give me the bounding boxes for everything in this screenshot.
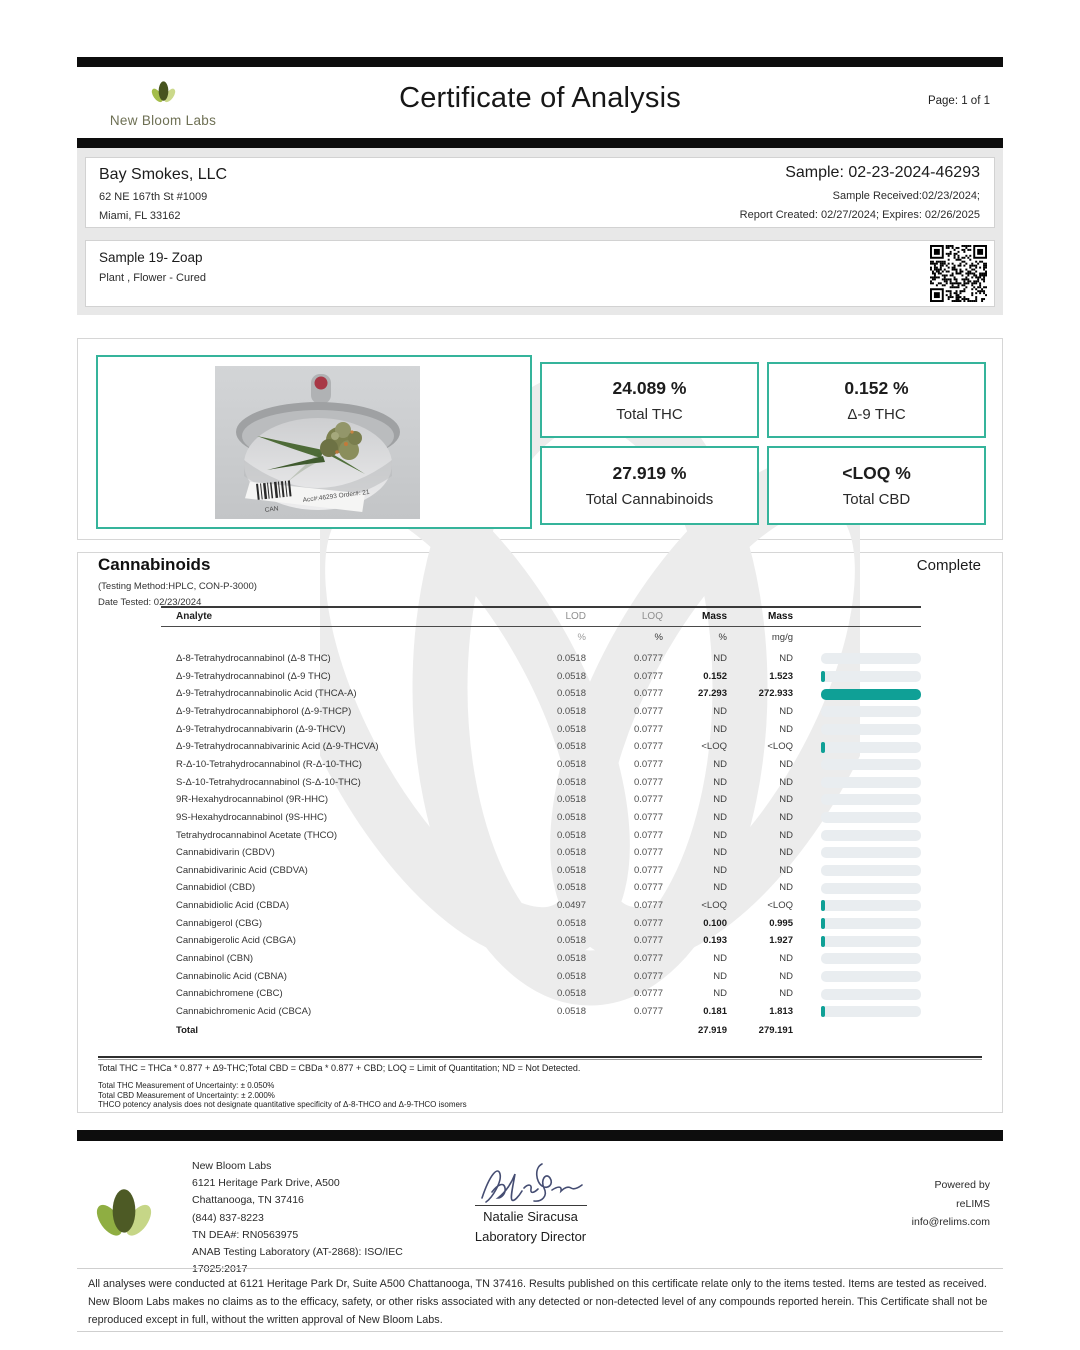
mass-bar-fill [821,689,921,700]
analyte-mass-pct: 0.181 [703,1006,727,1017]
mass-bar-track [821,918,921,929]
analyte-lod: 0.0518 [556,1006,586,1017]
info-band [77,148,1003,315]
analyte-row [161,897,921,915]
mass-bar-track [821,830,921,841]
analyte-loq: 0.0777 [633,900,663,912]
mass-bar-track [821,706,921,717]
analyte-loq: 0.0777 [633,723,663,735]
analyte-loq: 0.0777 [633,688,663,700]
analyte-lod: 0.0518 [556,935,586,947]
mass-bar-track [821,865,921,876]
analyte-mass-mgg: ND [779,829,793,841]
analyte-mass-pct: 0.193 [703,935,727,947]
col-mass-pct: Mass [701,611,727,622]
mass-bar-fill [821,1006,825,1017]
unit-mass-pct: % [718,632,727,643]
total-thc-label: Total THC [616,405,683,423]
analyte-name: R-Δ-10-Tetrahydrocannabinol (R-Δ-10-THC) [176,758,362,770]
analyte-row [161,985,921,1003]
analyte-lod: 0.0497 [556,900,586,912]
analyte-name: Cannabigerolic Acid (CBGA) [176,935,296,947]
analyte-loq: 0.0777 [633,847,663,859]
stat-total-cannabinoids [540,446,759,525]
analyte-mass-mgg: ND [779,705,793,717]
analyte-lod: 0.0518 [556,723,586,735]
sample-received-date: Sample Received:02/23/2024; [832,190,980,202]
mass-bar-track [821,671,921,682]
analyte-mass-mgg: ND [779,953,793,965]
sample-info-box [85,240,995,307]
header-rule-bar [77,138,1003,148]
analyte-row [161,650,921,668]
mass-bar-track [821,971,921,982]
analyte-row [161,879,921,897]
lab-address2: Chattanooga, TN 37416 [192,1194,304,1207]
qr-code [930,245,987,302]
analyte-mass-mgg: ND [779,723,793,735]
analyte-mass-mgg: ND [779,794,793,806]
report-dates: Report Created: 02/27/2024; Expires: 02/26/2025 [739,209,980,221]
analyte-lod: 0.0518 [556,988,586,1000]
lab-name: New Bloom Labs [192,1160,272,1172]
client-address-line1: 62 NE 167th St #1009 [99,191,208,203]
mass-bar-track [821,1006,921,1017]
total-cannabinoids-label: Total Cannabinoids [585,491,714,508]
analyte-mass-mgg: ND [779,882,793,894]
mass-bar-track [821,900,921,911]
footnote-small [98,1081,467,1110]
brand-name: New Bloom Labs [109,113,217,128]
analyte-lod: 0.0518 [556,758,586,770]
analyte-name: Δ-8-Tetrahydrocannabinol (Δ-8 THC) [176,653,331,664]
analyte-mass-pct: <LOQ [701,741,727,753]
analyte-name: Δ-9-Tetrahydrocannabinol (Δ-9 THC) [176,670,331,682]
analyte-mass-mgg: 272.933 [758,688,793,700]
analyte-row [161,915,921,933]
lab-dea: TN DEA#: RN0563975 [192,1228,299,1241]
analyte-row [161,703,921,721]
powered-by-label: Powered by [934,1179,990,1191]
analyte-loq: 0.0777 [633,670,663,682]
analyte-loq: 0.0777 [633,776,663,788]
sample-name: Sample 19- Zoap [99,250,203,265]
mass-bar-track [821,936,921,947]
analyte-loq: 0.0777 [633,741,663,753]
mass-bar-track [821,724,921,735]
analyte-loq: 0.0777 [633,653,663,664]
analyte-lod: 0.0518 [556,705,586,717]
analyte-mass-mgg: ND [779,811,793,823]
analyte-name: S-Δ-10-Tetrahydrocannabinol (S-Δ-10-THC) [176,776,361,788]
mass-bar-track [821,759,921,770]
unit-mass-mgg: mg/g [771,632,793,643]
powered-by-name: reLIMS [956,1197,990,1210]
analyte-lod: 0.0518 [556,953,586,965]
analyte-name: Cannabinol (CBN) [176,953,254,965]
analyte-mass-mgg: ND [779,653,793,664]
analyte-lod: 0.0518 [556,794,586,806]
analyte-mass-pct: <LOQ [701,900,727,912]
signature-block [468,1158,593,1244]
analyte-name: Cannabichromene (CBC) [176,988,283,1000]
analyte-row [161,685,921,703]
footer-bloom-logo [95,1182,153,1244]
col-loq: LOQ [641,611,663,622]
section-status: Complete [916,557,981,574]
client-address-line2: Miami, FL 33162 [99,210,181,222]
footer-rule-bar [77,1130,1003,1141]
lab-phone: (844) 837-8223 [192,1211,264,1224]
analyte-mass-pct: ND [713,953,727,965]
total-cbd-label: Total CBD [842,491,911,508]
analyte-row [161,968,921,986]
lab-address1: 6121 Heritage Park Drive, A500 [192,1177,340,1190]
analyte-name: Cannabidivarin (CBDV) [176,847,275,859]
analyte-mass-pct: ND [713,988,727,1000]
analyte-row [161,774,921,792]
analyte-loq: 0.0777 [633,882,663,894]
lab-accreditation1: ANAB Testing Laboratory (AT-2868): ISO/IEC [192,1246,403,1259]
stat-total-thc [540,362,759,438]
footnote-thco: THCO potency analysis does not designate quantitative specificity of Δ-8-THCO and Δ-9-THCO isomers [98,1100,467,1109]
analyte-row [161,809,921,827]
stat-total-cbd [767,446,986,525]
signature-line [475,1205,587,1206]
analyte-lod: 0.0518 [556,847,586,859]
analyte-mass-pct: ND [713,653,727,664]
analyte-mass-mgg: ND [779,776,793,788]
footnote-main: Total THC = THCa * 0.877 + Δ9-THC;Total CBD = CBDa * 0.877 + CBD; LOQ = Limit of Quantitation; ND = Not Detected. [98,1063,581,1073]
photo-sublabel-text: CAN [264,505,279,514]
stat-d9-thc [767,362,986,438]
sample-photo [215,366,420,519]
mass-bar-track [821,653,921,664]
mass-bar-fill [821,671,825,682]
analyte-name: Δ-9-Tetrahydrocannabinolic Acid (THCA-A) [176,688,357,700]
analyte-mass-mgg: ND [779,988,793,1000]
analyte-loq: 0.0777 [633,917,663,929]
total-label: Total [176,1025,198,1036]
analyte-mass-mgg: <LOQ [767,741,793,753]
mass-bar-track [821,883,921,894]
analyte-name: Δ-9-Tetrahydrocannabivarin (Δ-9-THCV) [176,723,346,735]
total-cbd-value: <LOQ % [842,463,911,483]
analyte-row [161,721,921,739]
analyte-loq: 0.0777 [633,829,663,841]
disclaimer-rule-bottom [77,1331,1003,1332]
analyte-name: Cannabidivarinic Acid (CBDVA) [176,864,308,876]
analyte-mass-mgg: 1.927 [769,935,793,947]
d9-thc-value: 0.152 % [844,377,909,398]
table-total-row [161,1022,921,1040]
analyte-lod: 0.0518 [556,688,586,700]
signature-image [476,1158,586,1204]
analyte-mass-pct: ND [713,794,727,806]
sample-photo-box [96,355,532,529]
footnote-uncertainty-thc: Total THC Measurement of Uncertainty: ± 0.050% [98,1081,275,1090]
mass-bar-track [821,777,921,788]
analyte-mass-pct: ND [713,758,727,770]
mass-bar-fill [821,742,825,753]
analyte-loq: 0.0777 [633,970,663,982]
photo-label-text: Acc#:46293 Order#: 21 [302,488,370,504]
analyte-loq: 0.0777 [633,705,663,717]
mass-bar-track [821,847,921,858]
analyte-loq: 0.0777 [633,811,663,823]
analyte-lod: 0.0518 [556,864,586,876]
client-name: Bay Smokes, LLC [99,166,228,183]
analyte-row [161,791,921,809]
col-analyte: Analyte [176,611,213,622]
d9-thc-label: Δ-9 THC [847,405,906,423]
lab-accreditation2: 17025:2017 [192,1263,248,1276]
mass-bar-track [821,742,921,753]
analyte-mass-mgg: ND [779,758,793,770]
analyte-mass-mgg: 0.995 [769,917,793,929]
footnote-rule [98,1056,982,1058]
analyte-name: Cannabinolic Acid (CBNA) [176,970,287,982]
disclaimer-rule-top [77,1268,1003,1269]
analyte-lod: 0.0518 [556,917,586,929]
analyte-name: 9S-Hexahydrocannabinol (9S-HHC) [176,811,328,823]
signer-role: Laboratory Director [474,1229,587,1244]
disclaimer-text: All analyses were conducted at 6121 Heritage Park Dr, Suite A500 Chattanooga, TN 37416. Results published on this certificate relate only to the items tested. Items are tested as received. New Bloom Labs makes no claims as to the efficacy, safety, or other risks associated with any detected or non-detected level of any compounds reported herein. This Certificate shall not be reproduced except in full, without the written approval of New Bloom Labs. [88,1278,988,1326]
analyte-mass-mgg: <LOQ [767,900,793,912]
analyte-mass-pct: 27.293 [697,688,727,700]
analyte-lod: 0.0518 [556,811,586,823]
analyte-name: Cannabidiol (CBD) [176,882,256,894]
analyte-lod: 0.0518 [556,776,586,788]
page-number: Page: 1 of 1 [927,95,990,107]
footnote-uncertainty-cbd: Total CBD Measurement of Uncertainty: ± 2.000% [98,1090,275,1100]
analyte-loq: 0.0777 [633,864,663,876]
analyte-mass-pct: 0.152 [703,670,727,682]
signer-name: Natalie Siracusa [483,1209,578,1224]
col-mass-mgg: Mass [767,611,793,622]
analyte-loq: 0.0777 [633,794,663,806]
analyte-mass-pct: ND [713,864,727,876]
analyte-lod: 0.0518 [556,970,586,982]
analyte-name: Cannabigerol (CBG) [176,917,263,929]
analyte-name: Tetrahydrocannabinol Acetate (THCO) [176,829,338,841]
analyte-mass-mgg: 1.813 [769,1006,793,1017]
analyte-mass-pct: ND [713,847,727,859]
unit-loq: % [654,632,663,643]
analyte-row [161,862,921,880]
analyte-loq: 0.0777 [633,758,663,770]
mass-bar-track [821,953,921,964]
mass-bar-track [821,794,921,805]
analyte-mass-mgg: 1.523 [769,670,793,682]
analyte-row [161,827,921,845]
testing-method: (Testing Method:HPLC, CON-P-3000) [98,581,257,592]
table-header-rule [161,626,921,627]
lab-contact-block [192,1158,403,1278]
analyte-row [161,738,921,756]
date-tested: Date Tested: 02/23/2024 [98,597,202,608]
analyte-row [161,668,921,686]
mass-bar-fill [821,900,825,911]
mass-bar-fill [821,918,825,929]
analyte-lod: 0.0518 [556,741,586,753]
analyte-lod: 0.0518 [556,882,586,894]
total-cannabinoids-value: 27.919 % [612,463,687,483]
total-thc-value: 24.089 % [612,377,687,398]
analyte-row [161,932,921,950]
analyte-mass-mgg: ND [779,847,793,859]
analyte-loq: 0.0777 [633,935,663,947]
top-rule-bar [77,57,1003,67]
analyte-loq: 0.0777 [633,988,663,1000]
analyte-mass-pct: ND [713,776,727,788]
analyte-loq: 0.0777 [633,953,663,965]
cannabinoids-panel [77,552,1003,1113]
analyte-lod: 0.0518 [556,829,586,841]
mass-bar-track [821,989,921,1000]
analyte-row [161,950,921,968]
total-mass-mgg: 279.191 [758,1025,793,1036]
page-title: Certificate of Analysis [399,82,681,114]
powered-by-block [912,1176,990,1232]
analyte-lod: 0.0518 [556,670,586,682]
total-mass-pct: 27.919 [697,1025,727,1036]
mass-bar-track [821,689,921,700]
analyte-lod: 0.0518 [556,653,586,664]
table-header-row [161,608,921,626]
analyte-mass-mgg: ND [779,864,793,876]
powered-by-email: info@relims.com [911,1216,990,1228]
analyte-row [161,844,921,862]
sample-type: Plant , Flower - Cured [99,272,206,284]
analyte-loq: 0.0777 [633,1006,663,1017]
analyte-mass-pct: 0.100 [703,917,727,929]
client-info-box [85,157,995,228]
analyte-mass-mgg: ND [779,970,793,982]
analyte-mass-pct: ND [713,705,727,717]
analyte-name: 9R-Hexahydrocannabinol (9R-HHC) [176,794,329,806]
table-units-row [161,629,921,647]
analyte-row [161,756,921,774]
section-title: Cannabinoids [98,555,211,574]
col-lod: LOD [565,611,586,622]
analyte-mass-pct: ND [713,723,727,735]
unit-lod: % [577,632,586,643]
analyte-mass-pct: ND [713,829,727,841]
analyte-mass-pct: ND [713,811,727,823]
analyte-row [161,1003,921,1021]
sample-id: Sample: 02-23-2024-46293 [785,164,980,181]
analyte-name: Δ-9-Tetrahydrocannabiphorol (Δ-9-THCP) [176,705,352,717]
analyte-mass-pct: ND [713,882,727,894]
analyte-mass-pct: ND [713,970,727,982]
analyte-name: Cannabidiolic Acid (CBDA) [176,900,289,912]
mass-bar-track [821,812,921,823]
analyte-name: Cannabichromenic Acid (CBCA) [176,1006,312,1017]
mass-bar-fill [821,936,825,947]
analyte-name: Δ-9-Tetrahydrocannabivarinic Acid (Δ-9-THCVA) [176,741,379,753]
